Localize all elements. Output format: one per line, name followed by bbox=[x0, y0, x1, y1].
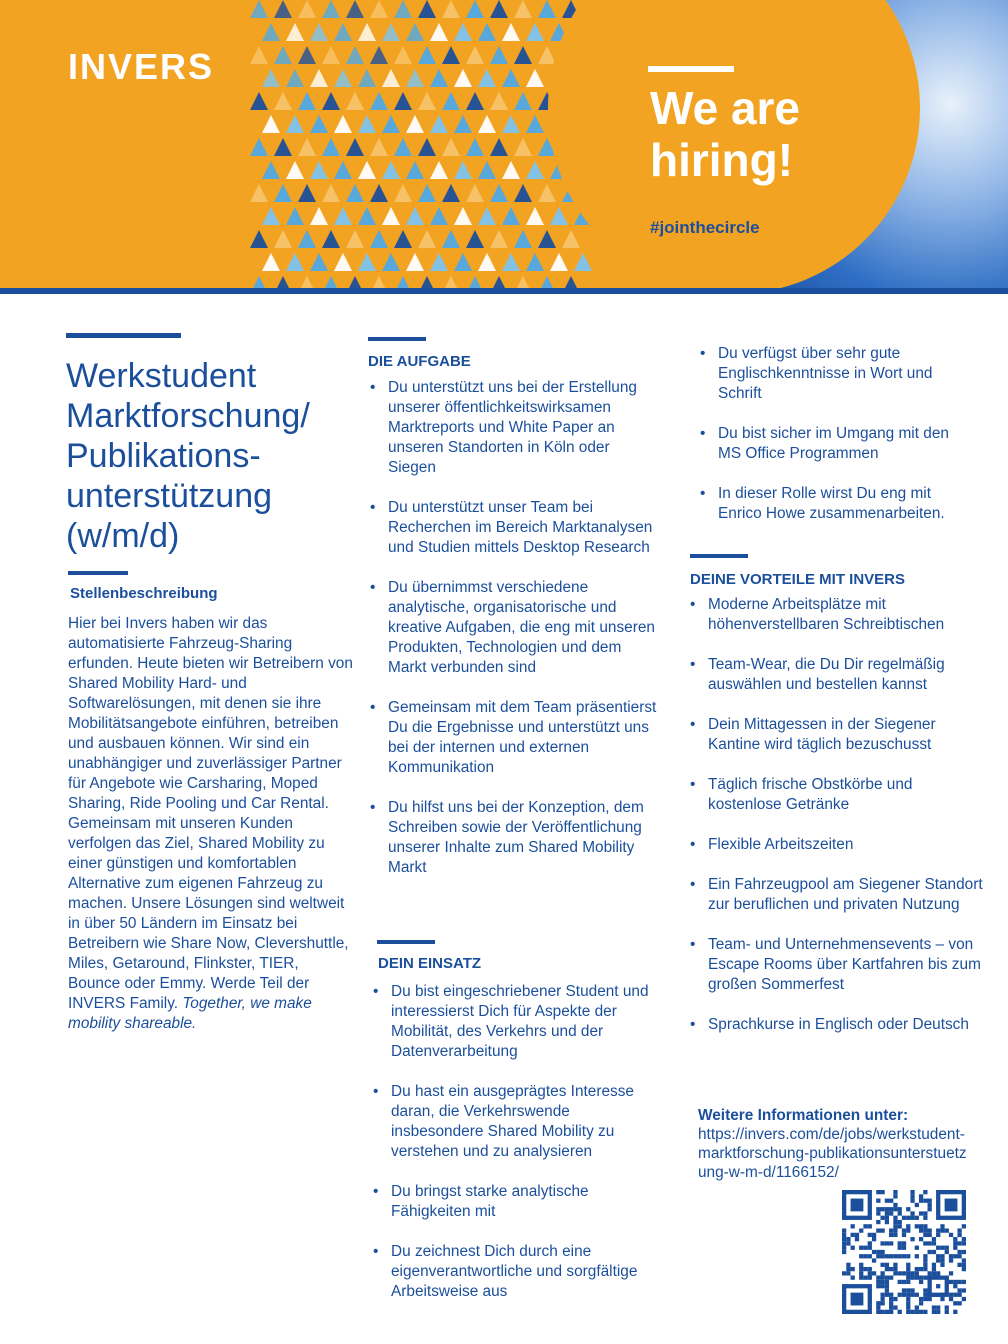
headline-rule bbox=[648, 66, 734, 72]
einsatz-list bbox=[371, 982, 661, 1322]
list-item: • Ein Fahrzeugpool am Siegener Standort zur beruflichen und privaten Nutzung bbox=[688, 875, 988, 915]
hiring-headline bbox=[650, 82, 800, 186]
aufgabe-rule bbox=[368, 337, 426, 341]
slogan: Together, we make mobility shareable. bbox=[68, 995, 312, 1032]
list-item: • Du hast ein ausgeprägtes Interesse daran, die Verkehrswende insbesondere Shared Mobility zu verstehen und zu analysieren bbox=[371, 1082, 661, 1162]
job-title-line: Werkstudent bbox=[66, 357, 257, 395]
section-rule bbox=[68, 571, 128, 575]
aufgabe-heading: DIE AUFGABE bbox=[368, 353, 471, 370]
list-item: • Du bringst starke analytische Fähigkeiten mit bbox=[371, 1182, 661, 1222]
list-item: • Du bist sicher im Umgang mit den MS Office Programmen bbox=[698, 424, 968, 464]
header-banner bbox=[0, 0, 1008, 290]
job-link[interactable]: https://invers.com/de/jobs/werkstudent-marktforschung-publikationsunterstuetzung-w-m-d/1166152/ bbox=[698, 1126, 967, 1181]
vorteile-list bbox=[688, 595, 988, 1055]
section-label: Stellenbeschreibung bbox=[70, 585, 218, 602]
einsatz-list-continued bbox=[698, 344, 968, 544]
header-rule bbox=[0, 288, 1008, 294]
list-item: • Gemeinsam mit dem Team präsentierst Du die Ergebnisse und unterstützt uns bei der internen und externen Kommunikation bbox=[368, 698, 658, 778]
einsatz-rule bbox=[377, 940, 435, 944]
hashtag: #jointhecircle bbox=[650, 218, 760, 237]
list-item: • Team-Wear, die Du Dir regelmäßig auswählen und bestellen kannst bbox=[688, 655, 988, 695]
list-item: • Moderne Arbeitsplätze mit höhenverstellbaren Schreibtischen bbox=[688, 595, 988, 635]
list-item: • Du bist eingeschriebener Student und interessierst Dich für Aspekte der Mobilität, des Verkehrs und der Datenverarbeitung bbox=[371, 982, 661, 1062]
job-title bbox=[66, 356, 356, 556]
aufgabe-list bbox=[368, 378, 658, 898]
job-title-line: Publikations- bbox=[66, 437, 261, 475]
list-item: • Team- und Unternehmensevents – von Escape Rooms über Kartfahren bis zum großen Sommerfest bbox=[688, 935, 988, 995]
list-item: • Sprachkurse in Englisch oder Deutsch bbox=[688, 1015, 988, 1035]
list-item: • Du unterstützt unser Team bei Recherchen im Bereich Marktanalysen und Studien mittels Desktop Research bbox=[368, 498, 658, 558]
list-item: • Flexible Arbeitszeiten bbox=[688, 835, 988, 855]
list-item: • Du übernimmst verschiedene analytische, organisatorische und kreative Aufgaben, die eng mit unseren Produkten, Technologien und dem Markt verbunden sind bbox=[368, 578, 658, 678]
job-title-line: (w/m/d) bbox=[66, 517, 180, 555]
list-item: • Du zeichnest Dich durch eine eigenverantwortliche und sorgfältige Arbeitsweise aus bbox=[371, 1242, 661, 1302]
headline-line-1: We are bbox=[650, 82, 801, 134]
title-rule bbox=[66, 333, 181, 338]
list-item: • Du unterstützt uns bei der Erstellung unserer öffentlichkeitswirksamen Marktreports und White Paper an unseren Standorten in Köln oder Siegen bbox=[368, 378, 658, 478]
list-item: • In dieser Rolle wirst Du eng mit Enrico Howe zusammenarbeiten. bbox=[698, 484, 968, 524]
description-text: Hier bei Invers haben wir das automatisierte Fahrzeug-Sharing erfunden. Heute bieten wir Betreibern von Shared Mobility Hard- und Softwarelösungen, mit denen sie ihre Mobilitätsangebote einführen, betreiben und ausbauen können. Wir sind ein unabhängiger und zuverlässiger Partner für Angebote wie Carsharing, Moped Sharing, Ride Pooling und Car Rental. Gemeinsam mit unseren Kunden verfolgen das Ziel, Shared Mobility zu einer günstigen und komfortablen Alternative zum eigenen Fahrzeug zu machen. Unsere Lösungen sind weltweit in über 50 Ländern im Einsatz bei Betreibern wie Share Now, Clevershuttle, Miles, Getaround, Flinkster, TIER, Bounce oder Emmy. Werde Teil der INVERS Family. bbox=[68, 615, 353, 1012]
list-item: • Du hilfst uns bei der Konzeption, dem Schreiben sowie der Veröffentlichung unserer Inhalte zum Shared Mobility Markt bbox=[368, 798, 658, 878]
list-item: • Dein Mittagessen in der Siegener Kantine wird täglich bezuschusst bbox=[688, 715, 988, 755]
job-description bbox=[68, 614, 353, 1034]
vorteile-heading: DEINE VORTEILE MIT INVERS bbox=[690, 571, 906, 588]
headline-line-2: hiring! bbox=[650, 134, 794, 186]
qr-code-icon[interactable] bbox=[842, 1190, 966, 1314]
job-title-line: unterstützung bbox=[66, 477, 273, 515]
vorteile-rule bbox=[690, 554, 748, 558]
more-info bbox=[698, 1106, 968, 1182]
list-item: • Du verfügst über sehr gute Englischkenntnisse in Wort und Schrift bbox=[698, 344, 968, 404]
job-title-line: Marktforschung/ bbox=[66, 397, 310, 435]
invers-logo: INVERS bbox=[68, 46, 215, 87]
list-item: • Täglich frische Obstkörbe und kostenlose Getränke bbox=[688, 775, 988, 815]
more-info-label: Weitere Informationen unter: bbox=[698, 1107, 909, 1124]
einsatz-heading: DEIN EINSATZ bbox=[378, 955, 482, 972]
